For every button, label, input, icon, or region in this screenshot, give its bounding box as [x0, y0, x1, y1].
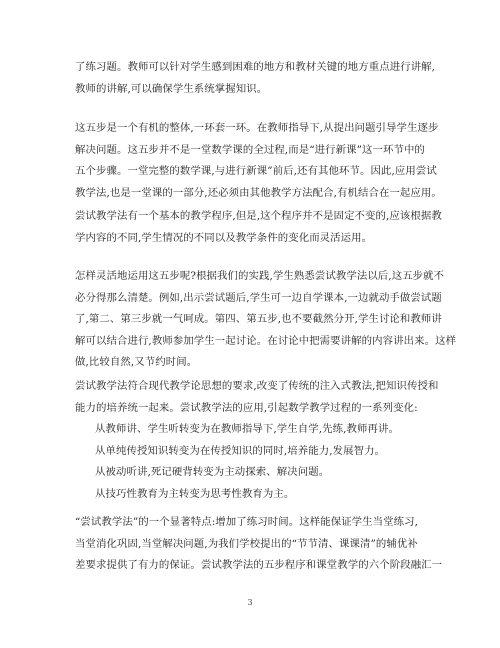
text-line: “尝试教学法”的一个显著特点:增加了练习时间。这样能保证学生当堂练习,	[75, 516, 419, 528]
text-line: 尝试教学法有一个基本的教学程序,但是,这个程序并不是固定不变的,应该根据教	[75, 210, 442, 222]
text-line: 这五步是一个有机的整体,一环套一环。在教师指导下,从提出问题引导学生逐步	[75, 122, 439, 134]
text-line: 能力的培养统一起来。尝试教学法的应用,引起数学教学过程的一系列变化:	[75, 401, 418, 414]
paragraph-6	[75, 512, 443, 577]
text-line: 了,第二、第三步就一气呵成。第四、第五步,也不要截然分开,学生讨论和教师讲	[75, 313, 442, 325]
list-item: 从教师讲、学生听转变为在教师指导下,学生自学,先练,教师再讲。	[95, 423, 399, 435]
text-line: 怎样灵活地运用这五步呢?根据我们的实践,学生熟悉尝试教学法以后,这五步就不	[75, 270, 445, 282]
text-line: 了练习题。教师可以针对学生感到困难的地方和教材关键的地方重点进行讲解,	[75, 61, 436, 73]
text-line: 教师的讲解,可以确保学生系统掌握知识。	[75, 82, 268, 95]
paragraph-3	[75, 206, 442, 249]
paragraph-5	[75, 376, 439, 505]
list-item: 从单纯传授知识转变为在传授知识的同时,培养能力,发展智力。	[95, 444, 386, 457]
paragraph-4	[75, 266, 457, 374]
text-line: 教学法,也是一堂课的一部分,还必须由其他教学方法配合,有机结合在一起应用。	[75, 186, 442, 199]
text-line: 五个步骤。一堂完整的数学课,与进行新课”前后,还有其他环节。因此,应用尝试	[75, 165, 437, 177]
list-item: 从被动听讲,死记硬背转变为主动探索、解决问题。	[95, 466, 330, 478]
text-line: 当堂消化巩固,当堂解决问题,为我们学校提出的“节节清、课课清”的辅优补	[75, 537, 418, 550]
text-line: 必分得那么清楚。例如,出示尝试题后,学生可一边自学课本,一边就动手做尝试题	[75, 291, 442, 304]
text-line: 尝试教学法符合现代教学论思想的要求,改变了传统的注入式教法,把知识传授和	[75, 380, 439, 392]
paragraph-2	[75, 118, 442, 204]
list-item: 从技巧性教育为主转变为思考性教育为主。	[95, 487, 295, 500]
page-number: 3	[247, 598, 253, 607]
text-line: 解决问题。这五步并不是一堂数学课的全过程,而是“进行新课”这一环节中的	[75, 143, 425, 156]
paragraph-1	[75, 57, 436, 100]
text-line: 做,比较自然,又节约时间。	[75, 356, 198, 368]
text-line: 学内容的不同,学生情况的不同以及教学条件的变化而灵活运用。	[75, 231, 373, 244]
text-line: 解可以结合进行,教师参加学生一起讨论。在讨论中把需要讲解的内容讲出来。这样	[75, 334, 457, 347]
text-line: 差要求提供了有力的保证。尝试教学法的五步程序和课堂教学的六个阶段融汇一	[75, 559, 443, 571]
